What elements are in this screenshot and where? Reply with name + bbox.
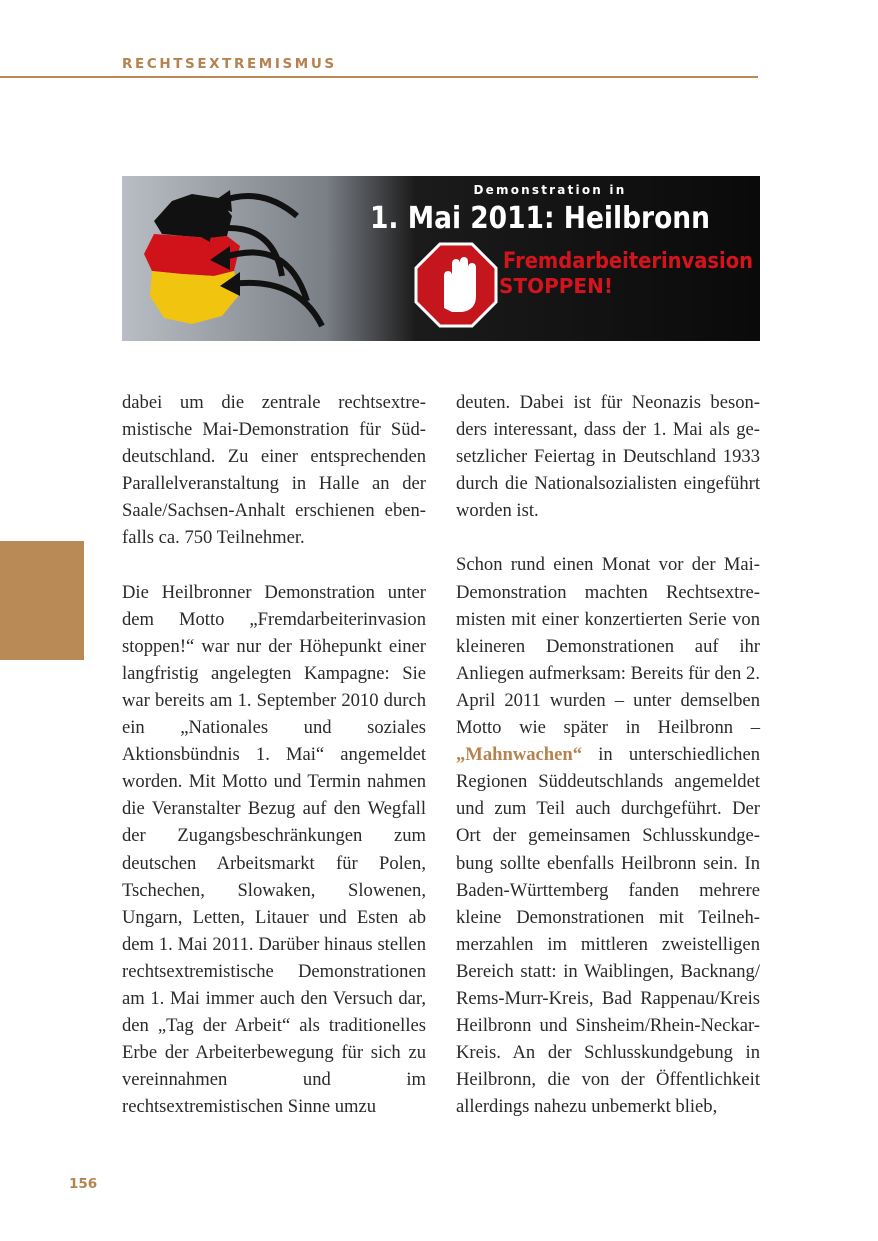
- right-paragraph-1: deuten. Dabei ist für Neonazis besonders interessant, dass der 1. Mai als gesetzlicher Feiertag in Deutschland 1933 durch die Nationalsozialisten eingeführt worden ist.: [456, 392, 760, 522]
- stop-sign-icon: [416, 244, 496, 326]
- running-head: RECHTSEXTREMISMUS: [122, 56, 337, 72]
- right-paragraph-2: [456, 551, 760, 1120]
- banner-line4: STOPPEN!: [499, 274, 613, 298]
- page-number: 156: [69, 1176, 98, 1192]
- header-rule: [0, 76, 758, 78]
- banner-line3: Fremdarbeiterinvasion: [503, 249, 753, 274]
- side-tab-marker: [0, 541, 84, 660]
- left-paragraph-1: dabei um die zentrale rechtsextremistische Mai-Demonstration für Süddeutschland. Zu einer entsprechenden Parallelveranstaltung in Halle an der Saale/Sachsen-Anhalt erschienen ebenfalls ca. 750 Teilnehmer.: [122, 392, 426, 549]
- left-paragraph-2: Die Heilbronner Demonstration unter dem Motto „Fremdarbeiterinvasion stoppen!“ war nur der Höhepunkt einer langfristig angelegten Kampagne: Sie war bereits am 1. September 2010 durch ein „Nationales und soziales Aktionsbündnis 1. Mai“ angemeldet worden. Mit Motto und Termin nahmen die Veranstalter Bezug auf den Wegfall der Zugangsbeschränkungen zum deutschen Arbeitsmarkt für Polen, Tschechen, Slowaken, Slowenen, Ungarn, Letten, Litauer und Esten ab dem 1. Mai 2011. Darüber hinaus stellen rechtsextremistische Demonstrationen am 1. Mai immer auch den Versuch dar, den „Tag der Arbeit“ als traditionelles Erbe der Arbeiterbewegung für sich zu vereinnahmen und im rechtsextremistischen Sinne umzu: [122, 581, 426, 1118]
- banner-line1: Demonstration in: [473, 183, 627, 197]
- highlight-term: „Mahnwachen“: [456, 744, 583, 766]
- banner-line2: 1. Mai 2011: Heilbronn: [370, 201, 710, 236]
- right-paragraph-2-start: Schon rund einen Monat vor der Mai-Demonstration machten Rechtsextremisten mit einer konzertierten Serie von kleineren Demonstrationen auf ihr Anliegen aufmerksam: Bereits für den 2. April 2011 wurden – unter demselben Motto wie später in Heilbronn –: [456, 554, 760, 739]
- left-column: [122, 389, 426, 1120]
- banner-graphic: [122, 176, 760, 341]
- demonstration-banner-image: [122, 176, 760, 341]
- right-paragraph-2-end: in unterschiedlichen Regionen Süddeutschlands angemeldet und zum Teil auch durchgeführt. Der Ort der gemeinsamen Schlusskundgebung sollte ebenfalls Heilbronn sein. In Baden-Württemberg fanden mehrere kleine Demonstrationen mit Teilnehmerzahlen im mittleren zweistelligen Bereich statt: in Waiblingen, Backnang/ Rems-Murr-Kreis, Bad Rappenau/Kreis Heilbronn und Sinsheim/Rhein-Neckar-Kreis. An der Schlusskundgebung in Heilbronn, die von der Öffentlichkeit allerdings nahezu unbemerkt blieb,: [456, 744, 760, 1118]
- right-column: [456, 389, 760, 1120]
